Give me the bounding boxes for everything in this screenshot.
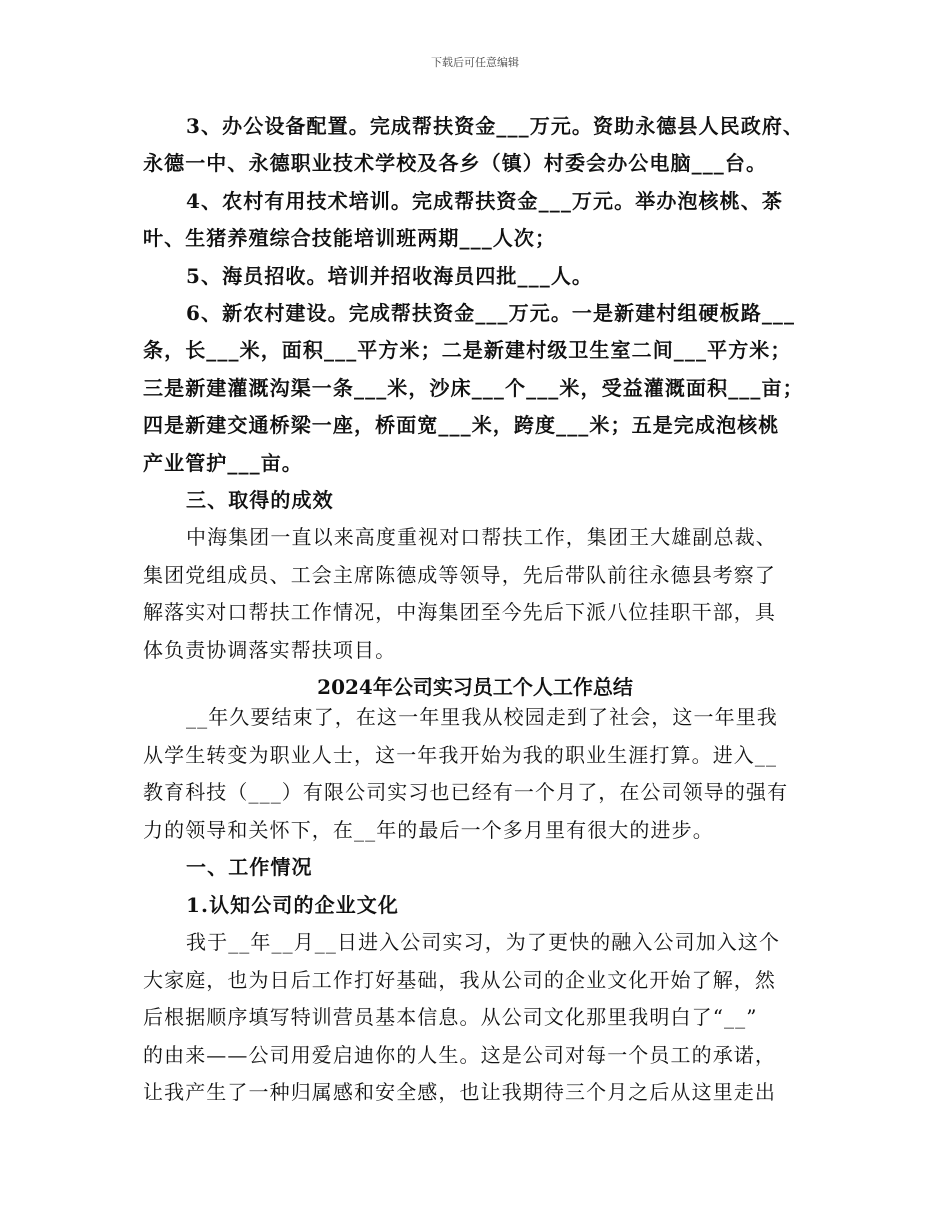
- page-header: 下载后可任意编辑: [431, 56, 519, 69]
- text-line: 1.认知公司的企业文化: [186, 892, 399, 917]
- text-line: 从学生转变为职业人士，这一年我开始为我的职业生涯打算。进入__: [143, 742, 778, 767]
- text-line: 的由来——公司用爱启迪你的人生。这是公司对每一个员工的承诺，: [143, 1042, 776, 1067]
- text-line: __年久要结束了，在这一年里我从校园走到了社会，这一年里我: [186, 705, 778, 729]
- text-line: 永德一中、永德职业技术学校及各乡（镇）村委会办公电脑___台。: [143, 151, 768, 176]
- text-line: 3、办公设备配置。完成帮扶资金___万元。资助永德县人民政府、: [186, 114, 805, 138]
- text-line: 解落实对口帮扶工作情况，中海集团至今先后下派八位挂职干部，具: [143, 600, 776, 625]
- text-line: 后根据顺序填写特训营员基本信息。从公司文化那里我明白了“__”: [143, 1005, 758, 1029]
- text-line: 条，长___米，面积___平方米；二是新建村级卫生室二间___平方米；: [143, 338, 792, 363]
- text-line: 叶、生猪养殖综合技能培训班两期___人次；: [143, 226, 557, 251]
- text-line: 中海集团一直以来高度重视对口帮扶工作，集团王大雄副总裁、: [186, 525, 777, 550]
- text-line: 产业管护___亩。: [143, 450, 303, 475]
- text-line: 集团党组成员、工会主席陈德成等领导，先后带队前往永德县考察了: [143, 562, 776, 587]
- text-line: 三、取得的成效: [186, 488, 334, 512]
- text-line: 三是新建灌溉沟渠一条___米，沙床___个___米，受益灌溉面积___亩；: [143, 375, 804, 400]
- text-line: 5、海员招收。培训并招收海员四批___人。: [186, 263, 594, 288]
- text-line: 力的领导和关怀下，在__年的最后一个多月里有很大的进步。: [143, 817, 714, 842]
- text-line: 让我产生了一种归属感和安全感，也让我期待三个月之后从这里走出: [143, 1080, 776, 1104]
- document-title: 2024年公司实习员工个人工作总结: [317, 675, 633, 699]
- text-line: 体负责协调落实帮扶项目。: [143, 637, 397, 662]
- text-line: 大家庭，也为日后工作打好基础，我从公司的企业文化开始了解，然: [143, 967, 776, 992]
- text-line: 四是新建交通桥梁一座，桥面宽___米，跨度___米；五是完成泡核桃: [143, 413, 780, 438]
- text-line: 6、新农村建设。完成帮扶资金___万元。一是新建村组硬板路___: [186, 301, 796, 325]
- text-line: 我于__年__月__日进入公司实习，为了更快的融入公司加入这个: [186, 930, 781, 954]
- text-line: 4、农村有用技术培训。完成帮扶资金___万元。举办泡核桃、茶: [186, 188, 783, 213]
- text-line: 一、工作情况: [186, 855, 313, 879]
- text-line: 教育科技（___）有限公司实习也已经有一个月了，在公司领导的强有: [143, 780, 789, 804]
